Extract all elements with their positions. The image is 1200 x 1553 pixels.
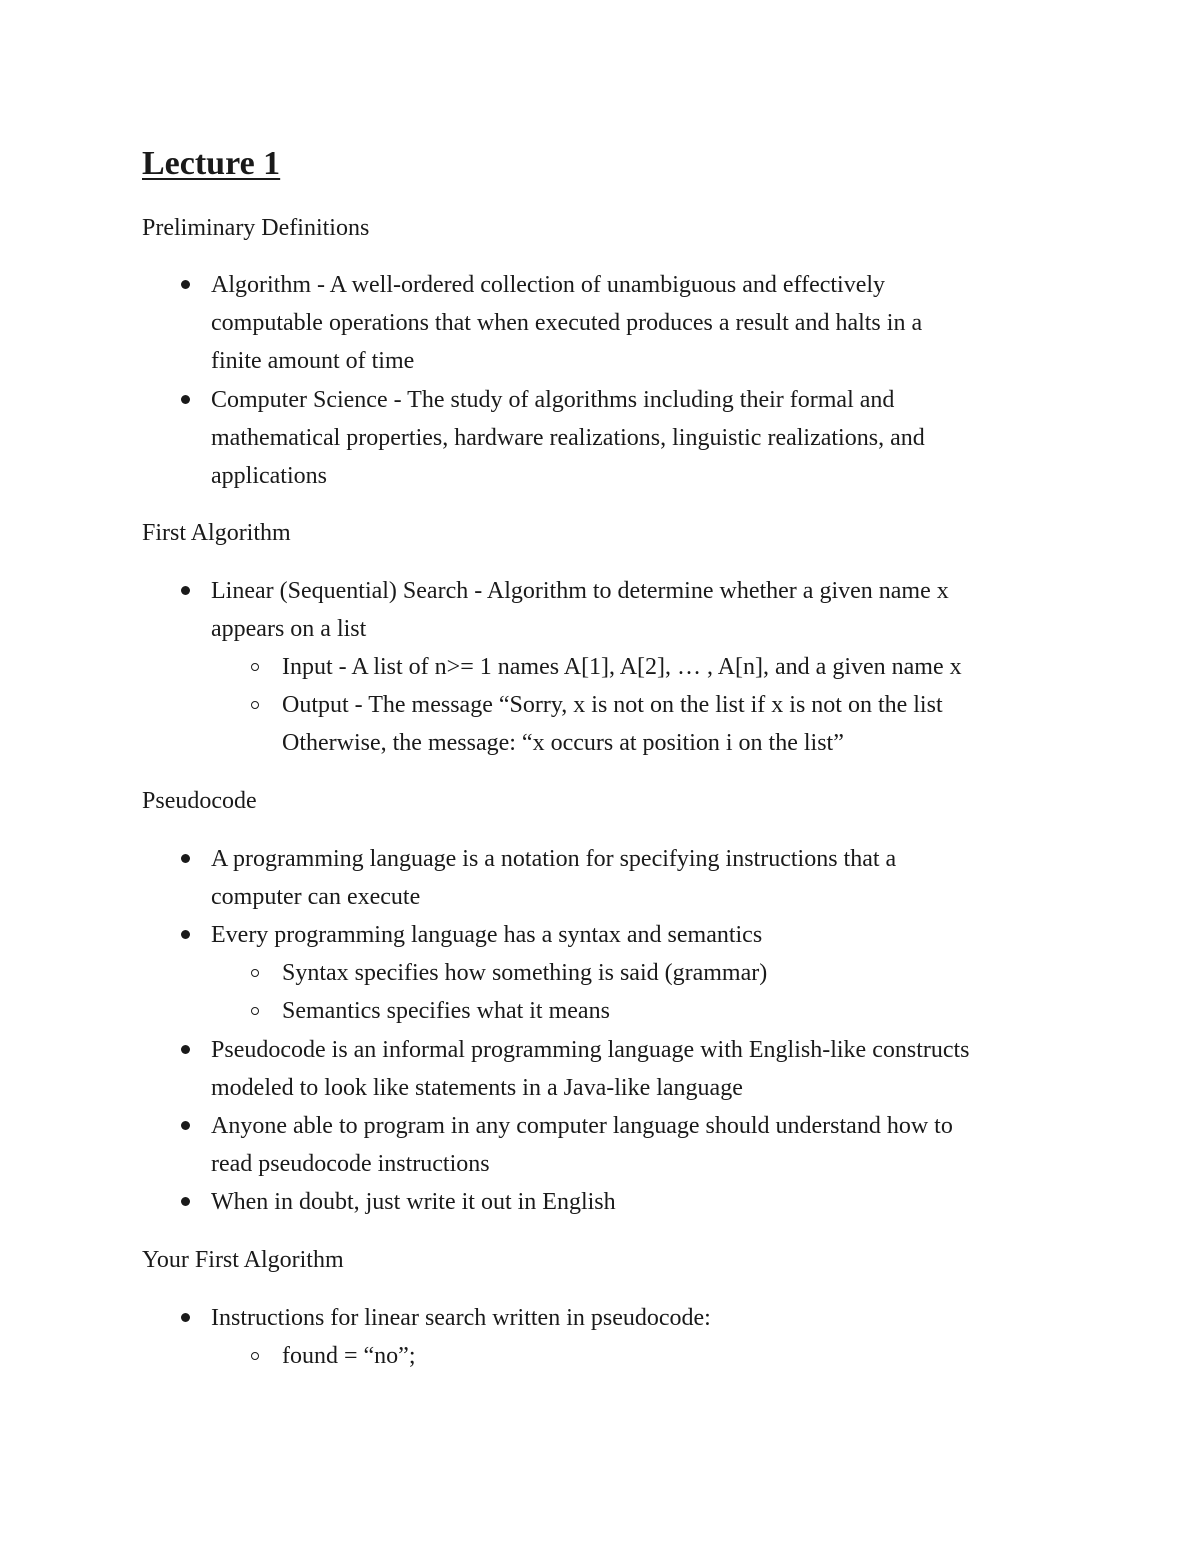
list-item: Computer Science - The study of algorithms including their formal and mathematical properties, hardware realizations, linguistic realizations, and applications (211, 381, 1061, 495)
hollow-bullet-icon (251, 663, 259, 671)
list-item: Instructions for linear search written in pseudocode: (211, 1299, 1061, 1337)
sub-list-item: found = “no”; (282, 1337, 1062, 1375)
sub-list-item: Input - A list of n>= 1 names A[1], A[2], … , A[n], and a given name x (282, 648, 1062, 686)
bullet-icon (181, 930, 190, 939)
sub-list-item: Semantics specifies what it means (282, 992, 1062, 1030)
list-item: Algorithm - A well-ordered collection of unambiguous and effectively computable operations that when executed produces a result and halts in a finite amount of time (211, 266, 1061, 380)
bullet-icon (181, 1045, 190, 1054)
bullet-icon (181, 586, 190, 595)
list-item: Pseudocode is an informal programming language with English-like constructs modeled to look like statements in a Java-like language (211, 1031, 1061, 1107)
sub-list-item: Syntax specifies how something is said (grammar) (282, 954, 1062, 992)
hollow-bullet-icon (251, 1352, 259, 1360)
section-heading-first-algorithm: First Algorithm (142, 520, 291, 546)
bullet-icon (181, 1121, 190, 1130)
page-title: Lecture 1 (142, 145, 281, 182)
sub-list-item: Output - The message “Sorry, x is not on the list if x is not on the list Otherwise, the message: “x occurs at position i on the list” (282, 686, 1062, 762)
list-item: Every programming language has a syntax and semantics (211, 916, 1061, 954)
hollow-bullet-icon (251, 1007, 259, 1015)
list-item: Linear (Sequential) Search - Algorithm to determine whether a given name x appears on a list (211, 572, 1061, 648)
bullet-icon (181, 1197, 190, 1206)
section-heading-preliminary-definitions: Preliminary Definitions (142, 215, 370, 241)
bullet-icon (181, 395, 190, 404)
section-heading-pseudocode: Pseudocode (142, 788, 257, 814)
bullet-icon (181, 854, 190, 863)
section-heading-your-first-algorithm: Your First Algorithm (142, 1247, 344, 1273)
bullet-icon (181, 280, 190, 289)
list-item: A programming language is a notation for specifying instructions that a computer can execute (211, 840, 1061, 916)
list-item: Anyone able to program in any computer language should understand how to read pseudocode instructions (211, 1107, 1061, 1183)
hollow-bullet-icon (251, 969, 259, 977)
hollow-bullet-icon (251, 701, 259, 709)
list-item: When in doubt, just write it out in English (211, 1183, 1061, 1221)
bullet-icon (181, 1313, 190, 1322)
